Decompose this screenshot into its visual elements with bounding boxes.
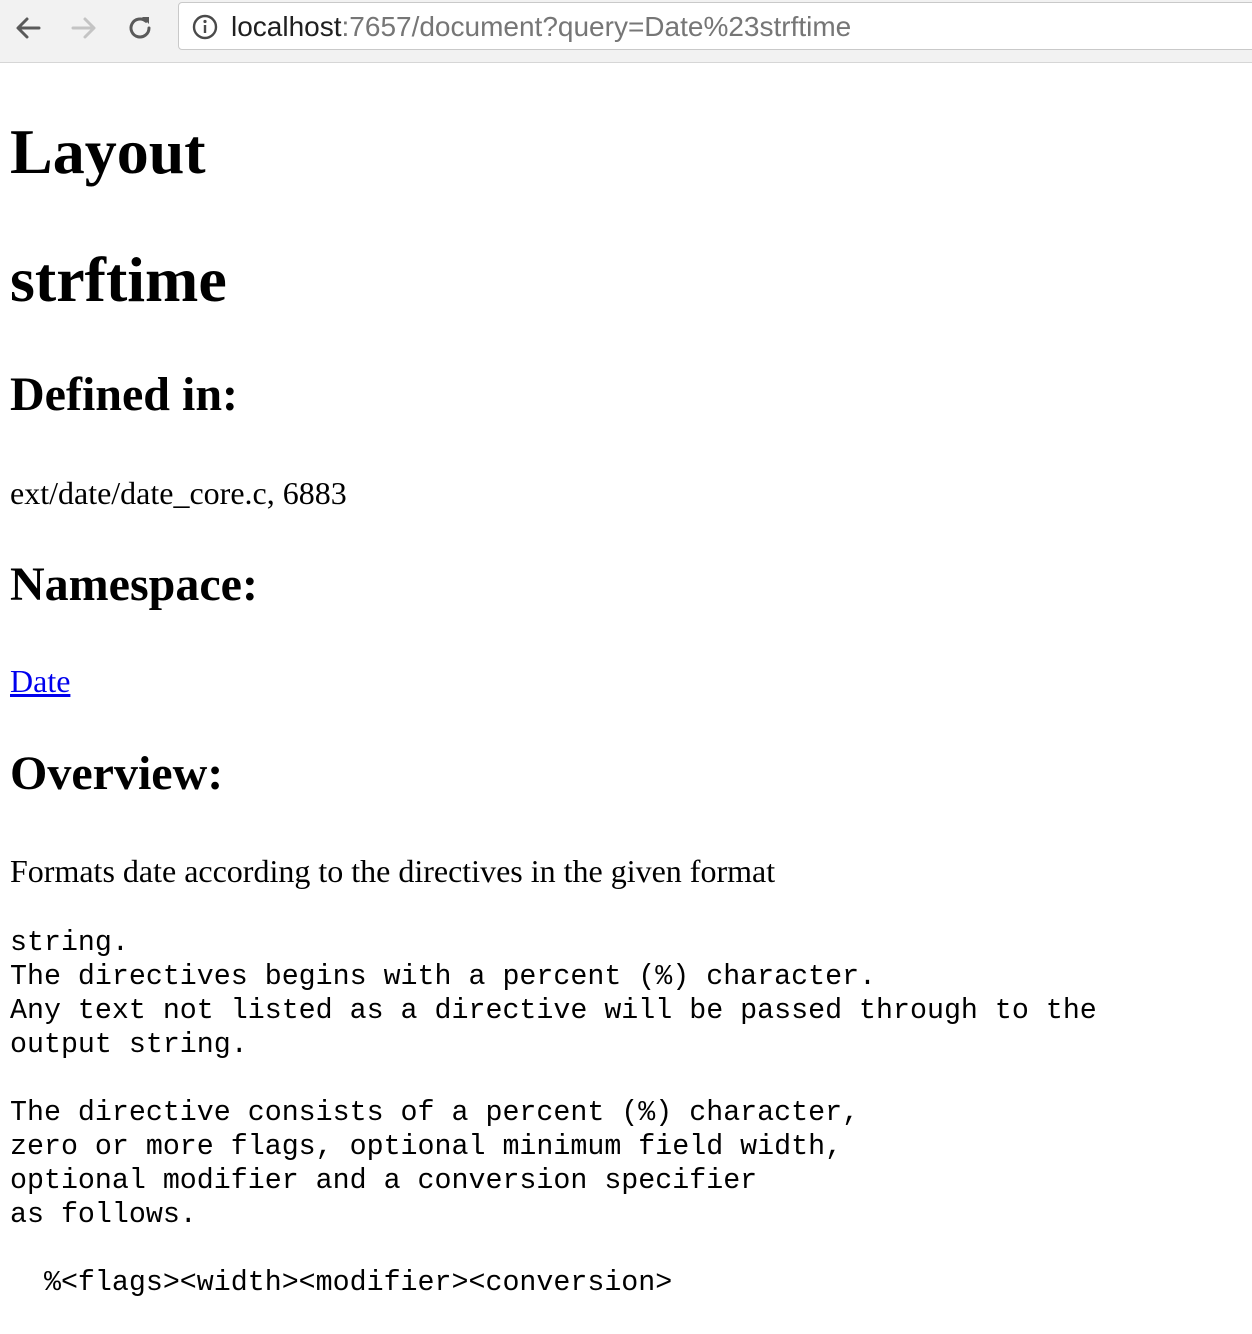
browser-toolbar — [0, 0, 1252, 63]
reload-icon — [125, 13, 155, 43]
back-button[interactable] — [8, 8, 48, 48]
namespace-link-date[interactable]: Date — [10, 663, 71, 699]
url-text[interactable] — [231, 11, 851, 43]
overview-intro: Formats date according to the directives in the given format — [10, 853, 776, 889]
info-icon[interactable] — [192, 14, 218, 40]
page-title: Layout — [10, 116, 206, 187]
arrow-left-icon — [13, 13, 43, 43]
namespace-heading: Namespace: — [10, 558, 258, 611]
defined-in-value: ext/date/date_core.c, 6883 — [10, 475, 347, 511]
overview-heading: Overview: — [10, 747, 224, 800]
method-name-heading: strftime — [10, 244, 227, 315]
reload-button[interactable] — [120, 8, 160, 48]
url-host: localhost — [231, 11, 342, 42]
namespace-value — [10, 662, 70, 700]
url-path: :7657/document?query=Date%23strftime — [341, 11, 852, 42]
address-bar[interactable] — [178, 2, 1252, 50]
overview-code-block: string. The directives begins with a percent (%) character. Any text not listed as a directive will be passed through to the output string. The directive consists of a percent (%) character, zero or more flags, optional minimum field width, optional modifier and a conversion specifier as follows. %<flags><width><modifier><conversion> — [10, 927, 1097, 1299]
defined-in-heading: Defined in: — [10, 368, 238, 421]
forward-button[interactable] — [64, 8, 104, 48]
arrow-right-icon — [69, 13, 99, 43]
